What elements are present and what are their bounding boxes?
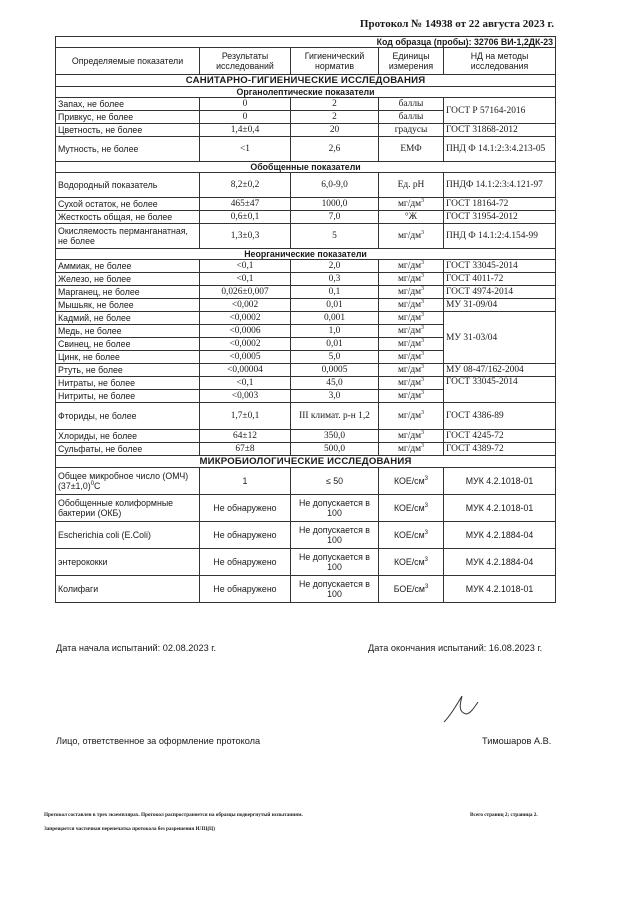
unit-value: $мг/дм^3$ <box>379 198 444 211</box>
norm-value: Не допускается в 100 <box>291 549 379 576</box>
method-value: ГОСТ 31868-2012 <box>444 124 556 137</box>
norm-value: 2 <box>291 111 379 124</box>
table-row <box>56 522 556 549</box>
unit-value: БОЕ/$см^3$ <box>379 576 444 603</box>
table-row <box>56 468 556 495</box>
end-date: Дата окончания испытаний: 16.08.2023 г. <box>368 643 543 653</box>
method-value: ПНДФ 14.1:2:3:4.121-97 <box>444 173 556 198</box>
unit-value: Ед. pH <box>379 173 444 198</box>
unit-value: КОЕ/$см^3$ <box>379 468 444 495</box>
result-value: <0,0005 <box>200 351 291 364</box>
table-row <box>56 224 556 249</box>
protocol-title: Протокол № 14938 от 22 августа 2023 г. <box>359 18 554 30</box>
unit-value: $мг/дм^3$ <box>379 260 444 273</box>
result-value: 0 <box>200 98 291 111</box>
indicator-name: Железо, не более <box>56 273 200 286</box>
method-value: МУ 31-03/04 <box>444 312 556 364</box>
unit-value: КОЕ/$см^3$ <box>379 495 444 522</box>
method-value: ГОСТ 33045-2014 <box>444 377 556 403</box>
table-row <box>56 137 556 162</box>
method-value: МУК 4.2.1018-01 <box>444 576 556 603</box>
table-row <box>56 124 556 137</box>
norm-value: ≤ 50 <box>291 468 379 495</box>
norm-value: 0,001 <box>291 312 379 325</box>
table-row <box>56 443 556 456</box>
table-row <box>56 430 556 443</box>
indicator-name: Марганец, не более <box>56 286 200 299</box>
method-value: ПНД Ф 14.1:2:3:4.213-05 <box>444 137 556 162</box>
sample-code-row <box>56 37 556 48</box>
result-value: 64±12 <box>200 430 291 443</box>
result-value: <0,002 <box>200 299 291 312</box>
result-value: <0,003 <box>200 390 291 403</box>
result-value: 0,026±0,007 <box>200 286 291 299</box>
unit-value: $мг/дм^3$ <box>379 312 444 325</box>
table-row <box>56 403 556 430</box>
indicator-name: Колифаги <box>56 576 200 603</box>
norm-value: 1000,0 <box>291 198 379 211</box>
table-row <box>56 576 556 603</box>
result-value: <0,1 <box>200 273 291 286</box>
unit-value: градусы <box>379 124 444 137</box>
result-value: 67±8 <box>200 443 291 456</box>
indicator-name: Общее микробное число (ОМЧ) $(37\pm 1,0)^0С$ <box>56 468 200 495</box>
norm-value: 0,01 <box>291 338 379 351</box>
indicator-name: Аммиак, не более <box>56 260 200 273</box>
unit-value: $мг/дм^3$ <box>379 430 444 443</box>
unit-value: °Ж <box>379 211 444 224</box>
unit-value: $мг/дм^3$ <box>379 364 444 377</box>
norm-value: 500,0 <box>291 443 379 456</box>
method-value: ГОСТ 33045-2014 <box>444 260 556 273</box>
note-reprint: Запрещается частичная перепечатка протокола без разрешения ИЛЦ(Ц) <box>44 826 215 832</box>
result-value: 1,7±0,1 <box>200 403 291 430</box>
indicator-name: Водородный показатель <box>56 173 200 198</box>
subsection-general: Обобщенные показатели <box>56 162 556 173</box>
result-value: <0,0002 <box>200 312 291 325</box>
table-row <box>56 364 556 377</box>
table-row <box>56 312 556 325</box>
result-value: 1,4±0,4 <box>200 124 291 137</box>
table-row <box>56 173 556 198</box>
unit-value: $мг/дм^3$ <box>379 403 444 430</box>
norm-value: 0,1 <box>291 286 379 299</box>
result-value: <1 <box>200 137 291 162</box>
header-results: Результаты исследований <box>200 48 291 75</box>
norm-value: 20 <box>291 124 379 137</box>
result-value: 1 <box>200 468 291 495</box>
unit-value: $мг/дм^3$ <box>379 377 444 390</box>
result-value: <0,0006 <box>200 325 291 338</box>
indicator-name: Свинец, не более <box>56 338 200 351</box>
norm-value: 2,0 <box>291 260 379 273</box>
header-method: НД на методы исследования <box>444 48 556 75</box>
method-value: ГОСТ 31954-2012 <box>444 211 556 224</box>
unit-value: КОЕ/$см^3$ <box>379 522 444 549</box>
unit-value: $мг/дм^3$ <box>379 390 444 403</box>
indicator-name: Фториды, не более <box>56 403 200 430</box>
unit-value: $мг/дм^3$ <box>379 224 444 249</box>
table-row <box>56 299 556 312</box>
indicator-name: Нитраты, не более <box>56 377 200 390</box>
result-value: <0,0002 <box>200 338 291 351</box>
indicator-name: Хлориды, не более <box>56 430 200 443</box>
method-value: МУК 4.2.1018-01 <box>444 468 556 495</box>
unit-value: баллы <box>379 98 444 111</box>
table-row <box>56 549 556 576</box>
unit-value: $мг/дм^3$ <box>379 338 444 351</box>
method-value: ГОСТ 4245-72 <box>444 430 556 443</box>
indicator-name: Сульфаты, не более <box>56 443 200 456</box>
method-value: ГОСТ 4386-89 <box>444 403 556 430</box>
table-row <box>56 211 556 224</box>
result-value: <0,00004 <box>200 364 291 377</box>
norm-value: 3,0 <box>291 390 379 403</box>
method-value: ГОСТ Р 57164-2016 <box>444 98 556 124</box>
header-indicator: Определяемые показатели <box>56 48 200 75</box>
method-value: ГОСТ 4974-2014 <box>444 286 556 299</box>
method-value: ПНД Ф 14.1:2:4.154-99 <box>444 224 556 249</box>
result-value: 0,6±0,1 <box>200 211 291 224</box>
note-copies: Протокол составлен в трех экземплярах. Протокол распространяется на образцы подвергнутый испытаниям. <box>44 812 303 818</box>
page-count: Всего страниц 2; страница 2. <box>470 812 538 818</box>
sample-code: Код образца (пробы): 32706 ВИ-1,2ДК-23 <box>56 37 556 48</box>
table-row <box>56 198 556 211</box>
unit-value: $мг/дм^3$ <box>379 286 444 299</box>
indicator-name: Жесткость общая, не более <box>56 211 200 224</box>
norm-value: Не допускается в 100 <box>291 522 379 549</box>
indicator-name: Нитриты, не более <box>56 390 200 403</box>
indicator-name: Медь, не более <box>56 325 200 338</box>
unit-value: КОЕ/$см^3$ <box>379 549 444 576</box>
norm-value: 5 <box>291 224 379 249</box>
method-value: МУК 4.2.1884-04 <box>444 549 556 576</box>
table-row <box>56 286 556 299</box>
unit-value: $мг/дм^3$ <box>379 443 444 456</box>
subsection-organoleptic: Органолептические показатели <box>56 87 556 98</box>
table-row <box>56 260 556 273</box>
norm-value: 45,0 <box>291 377 379 390</box>
responsible-label: Лицо, ответственное за оформление протокола <box>56 736 261 746</box>
norm-value: Не допускается в 100 <box>291 495 379 522</box>
indicator-name: Escherichia coli (E.Coli) <box>56 522 200 549</box>
responsible-name: Тимошаров А.В. <box>482 736 552 746</box>
unit-value: $мг/дм^3$ <box>379 299 444 312</box>
indicator-name: Сухой остаток, не более <box>56 198 200 211</box>
table-row <box>56 495 556 522</box>
unit-value: $мг/дм^3$ <box>379 351 444 364</box>
result-value: Не обнаружено <box>200 549 291 576</box>
result-value: Не обнаружено <box>200 522 291 549</box>
result-value: 465±47 <box>200 198 291 211</box>
norm-value: 2,6 <box>291 137 379 162</box>
norm-value: 0,0005 <box>291 364 379 377</box>
table-row <box>56 377 556 390</box>
unit-value: баллы <box>379 111 444 124</box>
section-sanitary: САНИТАРНО-ГИГИЕНИЧЕСКИЕ ИССЛЕДОВАНИЯ <box>56 75 556 87</box>
indicator-name: Окисляемость перманганатная, не более <box>56 224 200 249</box>
table-row <box>56 98 556 111</box>
norm-value: 350,0 <box>291 430 379 443</box>
result-value: 8,2±0,2 <box>200 173 291 198</box>
header-units: Единицы измерения <box>379 48 444 75</box>
norm-value: Не допускается в 100 <box>291 576 379 603</box>
norm-value: 2 <box>291 98 379 111</box>
unit-value: $мг/дм^3$ <box>379 325 444 338</box>
unit-value: ЕМФ <box>379 137 444 162</box>
result-value: 1,3±0,3 <box>200 224 291 249</box>
method-value: МУ 31-09/04 <box>444 299 556 312</box>
result-value: <0,1 <box>200 377 291 390</box>
result-value: Не обнаружено <box>200 576 291 603</box>
norm-value: 0,01 <box>291 299 379 312</box>
norm-value: 7,0 <box>291 211 379 224</box>
method-value: МУ 08-47/162-2004 <box>444 364 556 377</box>
start-date: Дата начала испытаний: 02.08.2023 г. <box>56 643 217 653</box>
unit-value: $мг/дм^3$ <box>379 273 444 286</box>
norm-value: 5,0 <box>291 351 379 364</box>
section-micro: МИКРОБИОЛОГИЧЕСКИЕ ИССЛЕДОВАНИЯ <box>56 456 556 468</box>
norm-value: 0,3 <box>291 273 379 286</box>
indicator-name: Мутность, не более <box>56 137 200 162</box>
indicator-name: Запах, не более <box>56 98 200 111</box>
indicator-name: Привкус, не более <box>56 111 200 124</box>
signature-icon <box>440 688 480 728</box>
indicator-name: Цветность, не более <box>56 124 200 137</box>
table-row <box>56 273 556 286</box>
indicator-name: Мышьяк, не более <box>56 299 200 312</box>
subsection-inorganic: Неорганические показатели <box>56 249 556 260</box>
method-value: МУК 4.2.1018-01 <box>444 495 556 522</box>
result-value: Не обнаружено <box>200 495 291 522</box>
results-table <box>55 36 556 603</box>
header-row <box>56 48 556 75</box>
method-value: МУК 4.2.1884-04 <box>444 522 556 549</box>
method-value: ГОСТ 4011-72 <box>444 273 556 286</box>
result-value: 0 <box>200 111 291 124</box>
indicator-name: Цинк, не более <box>56 351 200 364</box>
norm-value: 1,0 <box>291 325 379 338</box>
indicator-name: Кадмий, не более <box>56 312 200 325</box>
norm-value: III климат. р-н 1,2 <box>291 403 379 430</box>
indicator-name: энтерококки <box>56 549 200 576</box>
header-norm: Гигиенический норматив <box>291 48 379 75</box>
method-value: ГОСТ 18164-72 <box>444 198 556 211</box>
indicator-name: Ртуть, не более <box>56 364 200 377</box>
indicator-name: Обобщенные колиформные бактерии (ОКБ) <box>56 495 200 522</box>
norm-value: 6,0-9,0 <box>291 173 379 198</box>
method-value: ГОСТ 4389-72 <box>444 443 556 456</box>
result-value: <0,1 <box>200 260 291 273</box>
